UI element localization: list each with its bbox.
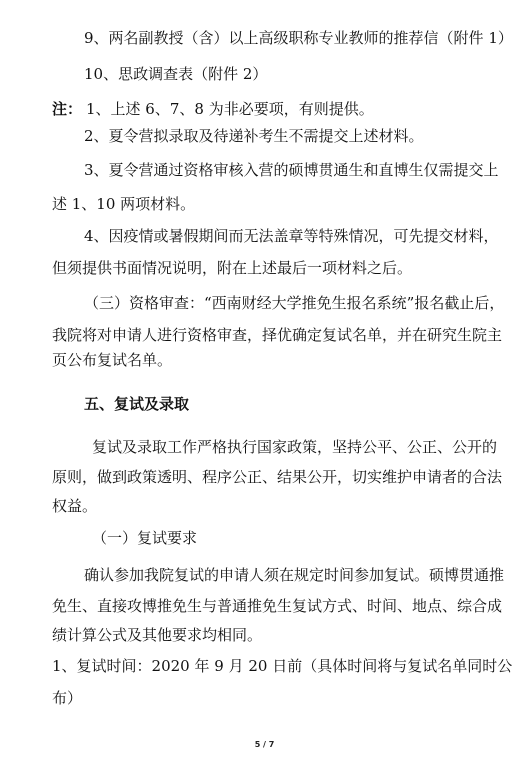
note-3-line-2: 述 1、10 两项材料。 (52, 195, 196, 213)
note-4-line-2: 但须提供书面情况说明，附在上述最后一项材料之后。 (52, 259, 413, 277)
principle-line-1: 复试及录取工作严格执行国家政策，坚持公平、公正、公开的 (92, 438, 498, 456)
requirement-line-1: 确认参加我院复试的申请人须在规定时间参加复试。硕博贯通推 (84, 566, 505, 584)
note-3-line-1: 3、夏令营通过资格审核入营的硕博贯通生和直博生仅需提交上 (84, 161, 499, 179)
section-heading: 五、复试及录取 (84, 395, 190, 413)
principle-line-3: 权益。 (52, 497, 98, 515)
requirement-line-2: 免生、直接攻博推免生与普通推免生复试方式、时间、地点、综合成 (52, 597, 503, 615)
item-9-text: 9、两名副教授（含）以上高级职称专业教师的推荐信（附件 1） (84, 29, 513, 47)
note-label: 注： (52, 100, 83, 118)
subheading: （一）复试要求 (92, 529, 198, 547)
item-10-text: 10、思政调查表（附件 2） (84, 65, 268, 83)
qualification-line-1: （三）资格审查：“西南财经大学推免生报名系统”报名截止后， (84, 294, 505, 312)
interview-time-line-1: 1、复试时间：2020 年 9 月 20 日前（具体时间将与复试名单同时公 (52, 657, 513, 675)
note-1-text: 1、上述 6、7、8 为非必要项，有则提供。 (86, 100, 374, 118)
qualification-line-2: 我院将对申请人进行资格审查，择优确定复试名单，并在研究生院主 (52, 326, 503, 344)
requirement-line-3: 绩计算公式及其他要求均相同。 (52, 626, 263, 644)
note-4-line-1: 4、因疫情或暑假期间而无法盖章等特殊情况，可先提交材料， (84, 227, 499, 245)
interview-time-line-2: 布） (52, 689, 83, 707)
qualification-line-3: 页公布复试名单。 (52, 351, 173, 369)
page-number: 5 / 7 (254, 740, 275, 749)
note-2-text: 2、夏令营拟录取及待递补考生不需提交上述材料。 (84, 127, 424, 145)
principle-line-2: 原则，做到政策透明、程序公正、结果公开，切实维护申请者的合法 (52, 468, 503, 486)
